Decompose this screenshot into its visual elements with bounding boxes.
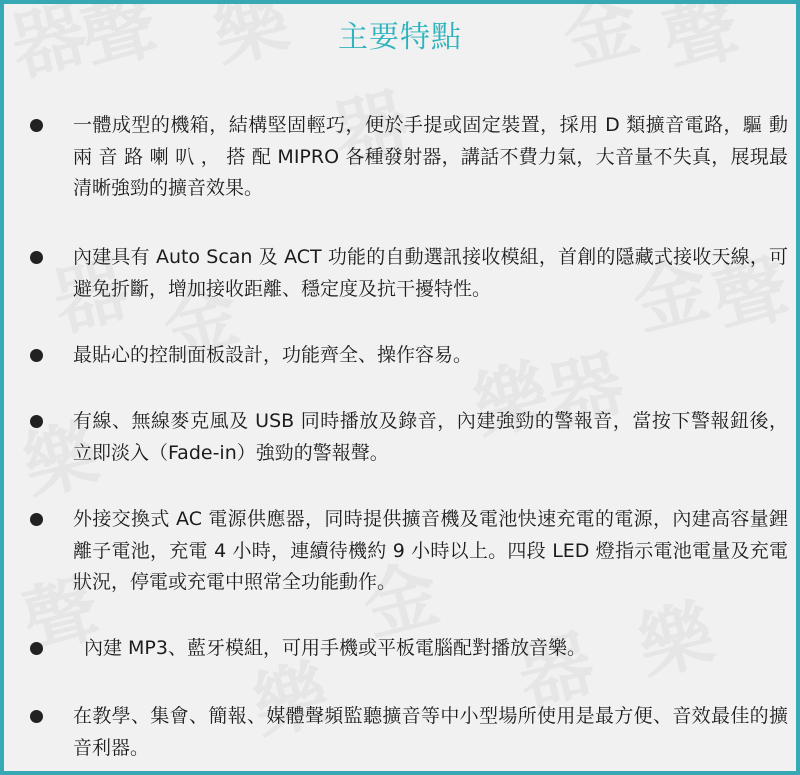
bullet-icon xyxy=(30,349,43,362)
page-title: 主要特點 xyxy=(338,20,462,55)
bullet-icon xyxy=(30,642,43,655)
bullet-icon xyxy=(30,415,43,428)
feature-text: 外接交換式 AC 電源供應器，同時提供擴音機及電池快速充電的電源，內建高容量鋰離子電池，充電 4 小時，連續待機約 9 小時以上。四段 LED 燈指示電池電量及充電狀況，停電或充電中照常全功能動作。 xyxy=(73,508,788,593)
feature-text: 內建 MP3、藍牙模組，可用手機或平板電腦配對播放音樂。 xyxy=(84,637,586,659)
feature-text: 在教學、集會、簡報、媒體聲頻監聽擴音等中小型場所使用是最方便、音效最佳的擴音利器。 xyxy=(73,705,788,759)
bullet-icon xyxy=(30,710,43,723)
feature-text: 最貼心的控制面板設計，功能齊全、操作容易。 xyxy=(73,344,473,366)
feature-text: 有線、無線麥克風及 USB 同時播放及錄音，內建強勁的警報音，當按下警報鈕後，立即淡入（Fade-in）強勁的警報聲。 xyxy=(73,410,788,464)
feature-text: 內建具有 Auto Scan 及 ACT 功能的自動選訊接收模組，首創的隱藏式接收天線，可避免折斷，增加接收距離、穩定度及抗干擾特性。 xyxy=(73,246,788,300)
bullet-icon xyxy=(30,251,43,264)
feature-text: 一體成型的機箱，結構堅固輕巧，便於手提或固定裝置，採用 D 類擴音電路，驅 動 兩 音 路 喇 叭 ， 搭 配 MIPRO 各種發射器，講話不費力氣，大音量不失真，展現最清晰強勁的擴音效果。 xyxy=(73,114,788,199)
bullet-icon xyxy=(30,513,43,526)
bullet-icon xyxy=(30,119,43,132)
